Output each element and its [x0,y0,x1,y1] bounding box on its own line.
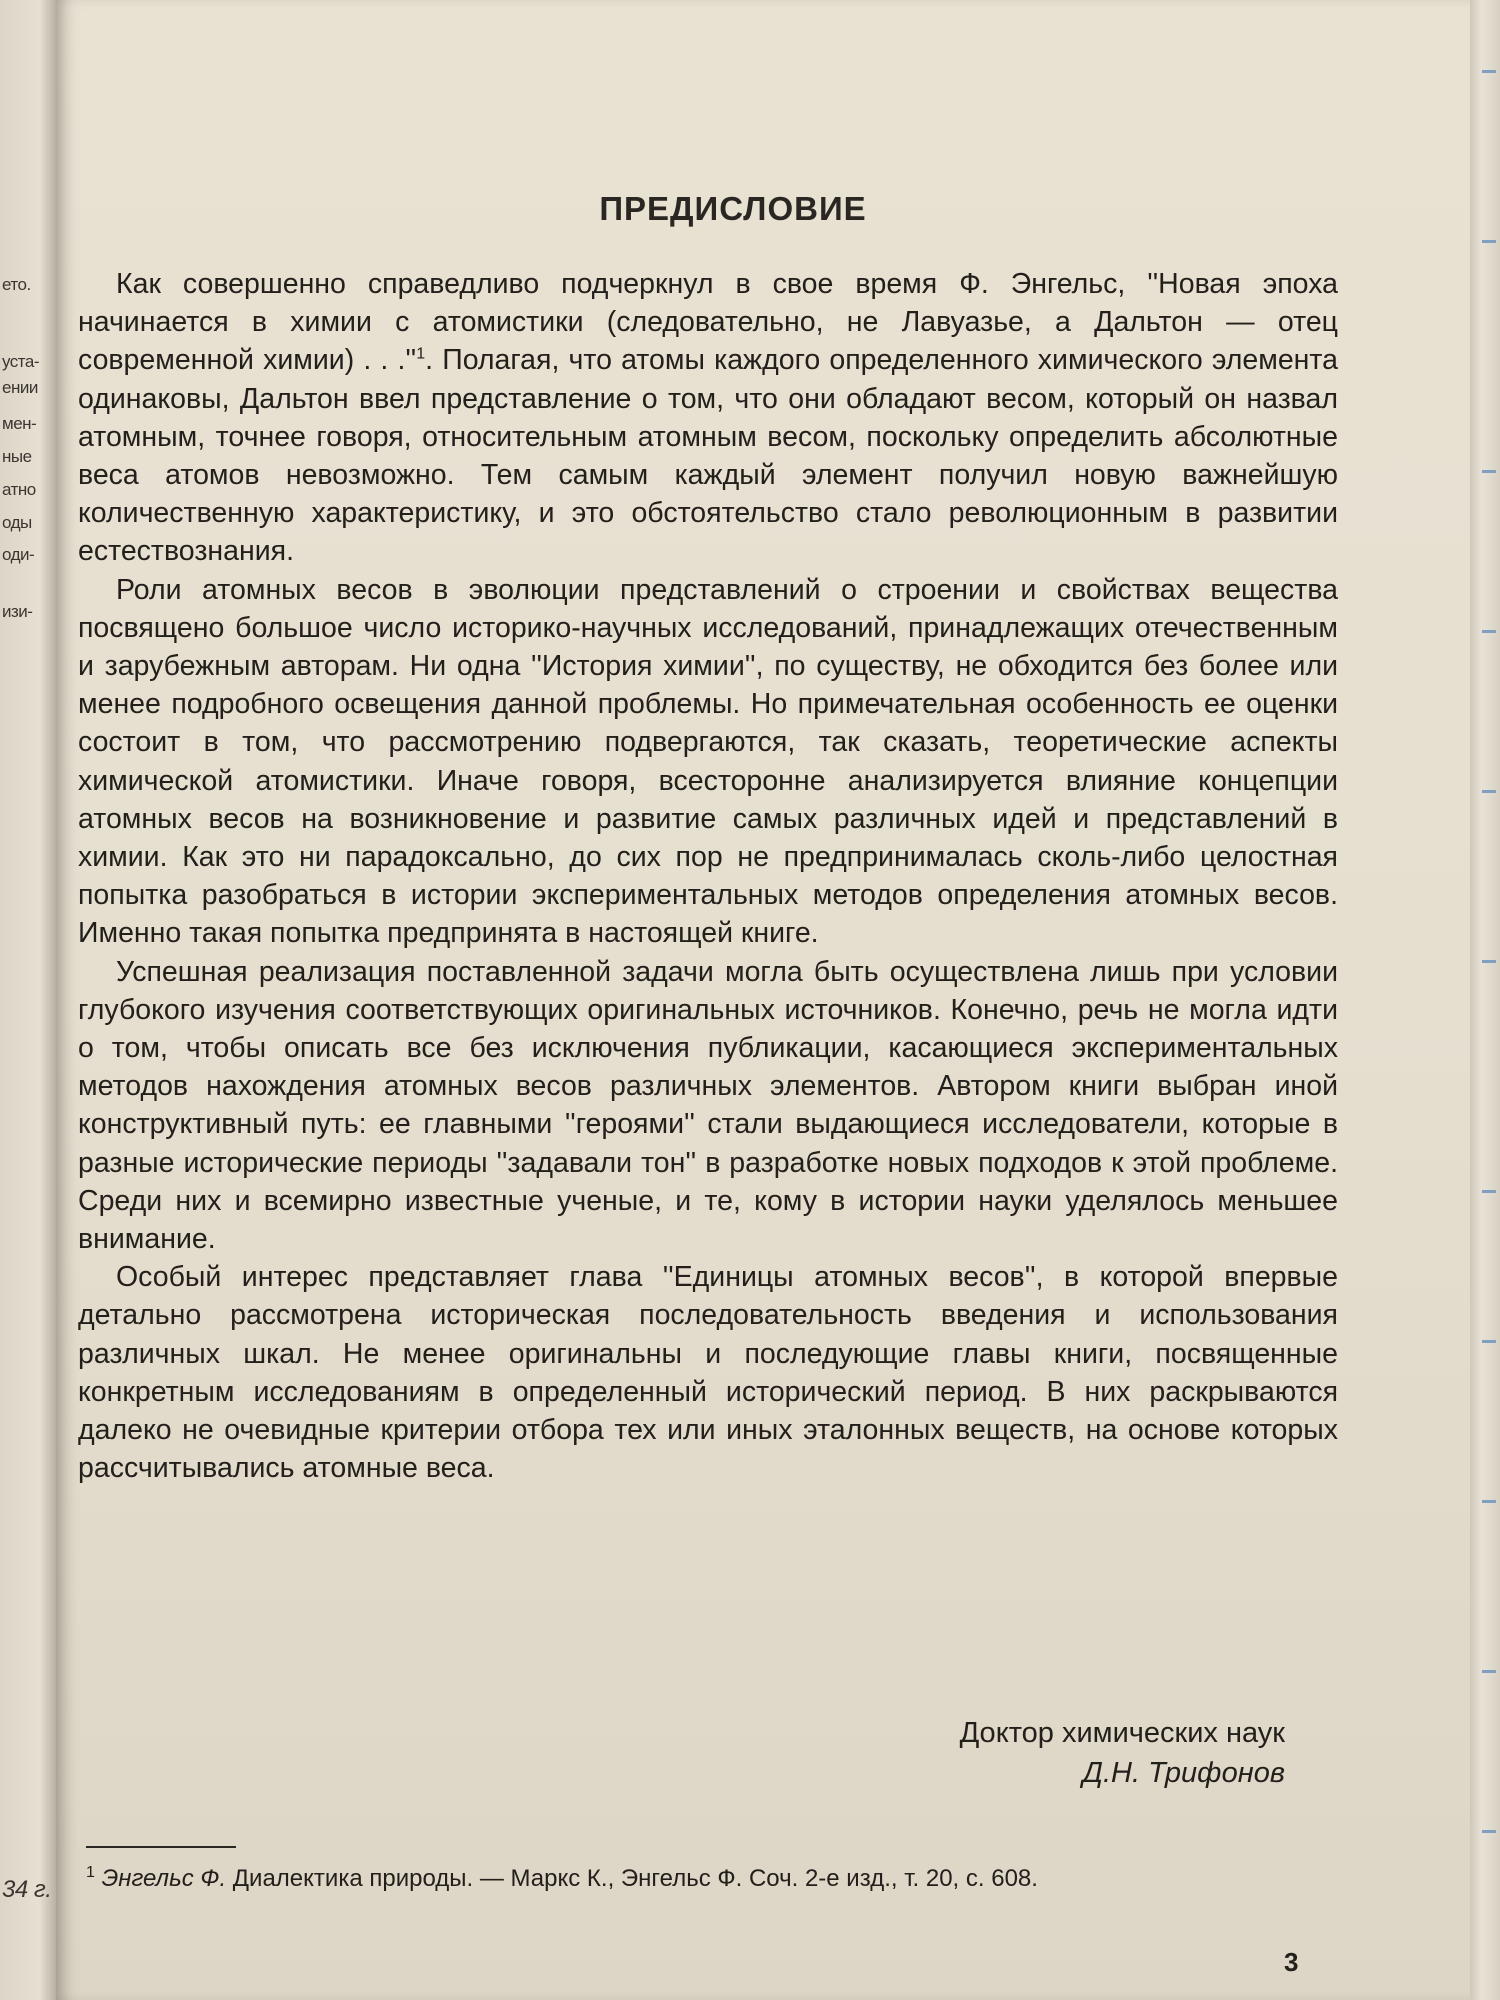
left-page-fragment: ето. [2,275,31,294]
book-page [56,0,1470,2000]
footnote [86,1865,1336,1893]
left-page-fragment: изи- [2,602,33,621]
left-page-fragment: 34 г. [2,1876,52,1903]
edge-tick [1482,240,1496,243]
paragraph [78,265,1338,571]
paragraph: Успешная реализация поставленной задачи могла быть осуществлена лишь при условии глубокого изучения соответствующих оригинальных источников. Конечно, речь не могла идти о том, чтобы описать все без исключения публикации, касающиеся экспериментальных методов нахождения атомных весов различных элементов. Автором книги выбран иной конструктивный путь: ее главными ''героями'' стали выдающиеся исследователи, которые в разные исторические периоды ''задавали тон'' в разработке новых подходов к этой проблеме. Среди них и всемирно известные ученые, и те, кому в истории науки уделялось меньшее внимание. [78,955,1338,1256]
right-page-edge [1470,0,1500,2000]
paragraph-text: . Полагая, что атомы каждого определенного химического элемента одинаковы, Дальтон ввел представление о том, что они обладают весом, который он назвал атомным, точнее говоря, относительным атомным весом, поскольку определить абсолютные веса атомов невозможно. Тем самым каждый элемент получил новую важнейшую количественную характеристику, и это обстоятельство стало революционным в развитии естествознания. [78,344,1339,568]
left-page-fragment: оды [2,513,32,532]
page-title: ПРЕДИСЛОВИЕ [599,190,867,227]
signature-title: Доктор химических наук [959,1717,1285,1749]
edge-tick [1482,1670,1496,1673]
edge-tick [1482,630,1496,633]
footnote-divider [86,1846,236,1848]
left-page-fragment: оди- [2,545,35,564]
edge-tick [1482,1340,1496,1343]
footnote-marker: 1 [416,345,426,363]
edge-tick [1482,470,1496,473]
left-page-fragment: ные [2,447,32,466]
edge-tick [1482,790,1496,793]
signature-block [960,1713,1285,1793]
left-page-edge [0,0,56,2000]
signature-name: Д.Н. Трифонов [1082,1757,1285,1789]
left-page-fragment: ении [2,378,38,397]
preface-body [78,265,1338,1488]
edge-tick [1482,1830,1496,1833]
paragraph-text: Как совершенно справедливо подчеркнул в свое время Ф. Энгельс, ''Новая эпоха начинается в химии с атомистики (следовательно, не Лавуазье, а Дальтон — отец современной химии) . . .'' [78,268,1338,377]
edge-tick [1482,960,1496,963]
edge-tick [1482,70,1496,73]
edge-tick [1482,1500,1496,1503]
edge-tick [1482,1190,1496,1193]
left-page-fragment: атно [2,480,36,499]
footnote-text: Диалектика природы. — Маркс К., Энгельс Ф. Соч. 2-е изд., т. 20, с. 608. [226,1865,1038,1892]
footnote-author: Энгельс Ф. [101,1865,227,1892]
paragraph: Особый интерес представляет глава ''Единицы атомных весов'', в которой впервые детально рассмотрена историческая последовательность введения и использования различных шкал. Не менее оригинальны и последующие главы книги, посвященные конкретным исследованиям в определенный исторический период. В них раскрываются далеко не очевидные критерии отбора тех или иных эталонных веществ, на основе которых рассчитывались атомные веса. [78,1261,1338,1485]
paragraph: Роли атомных весов в эволюции представлений о строении и свойствах вещества посвящено большое число историко-научных исследований, принадлежащих отечественным и зарубежным авторам. Ни одна ''История химии'', по существу, не обходится без более или менее подробного освещения данной проблемы. Но примечательная особенность ее оценки состоит в том, что рассмотрению подвергаются, так сказать, теоретические аспекты химической атомистики. Иначе говоря, всесторонне анализируется влияние концепции атомных весов на возникновение и развитие самых различных идей и представлений в химии. Как это ни парадоксально, до сих пор не предпринималась сколь-либо целостная попытка разобраться в истории экспериментальных методов определения атомных весов. Именно такая попытка предпринята в настоящей книге. [78,573,1338,950]
left-page-fragment: мен- [2,414,37,433]
page-number: 3 [1284,1947,1299,1977]
left-page-fragment: уста- [2,352,40,371]
footnote-marker: 1 [86,1864,95,1881]
